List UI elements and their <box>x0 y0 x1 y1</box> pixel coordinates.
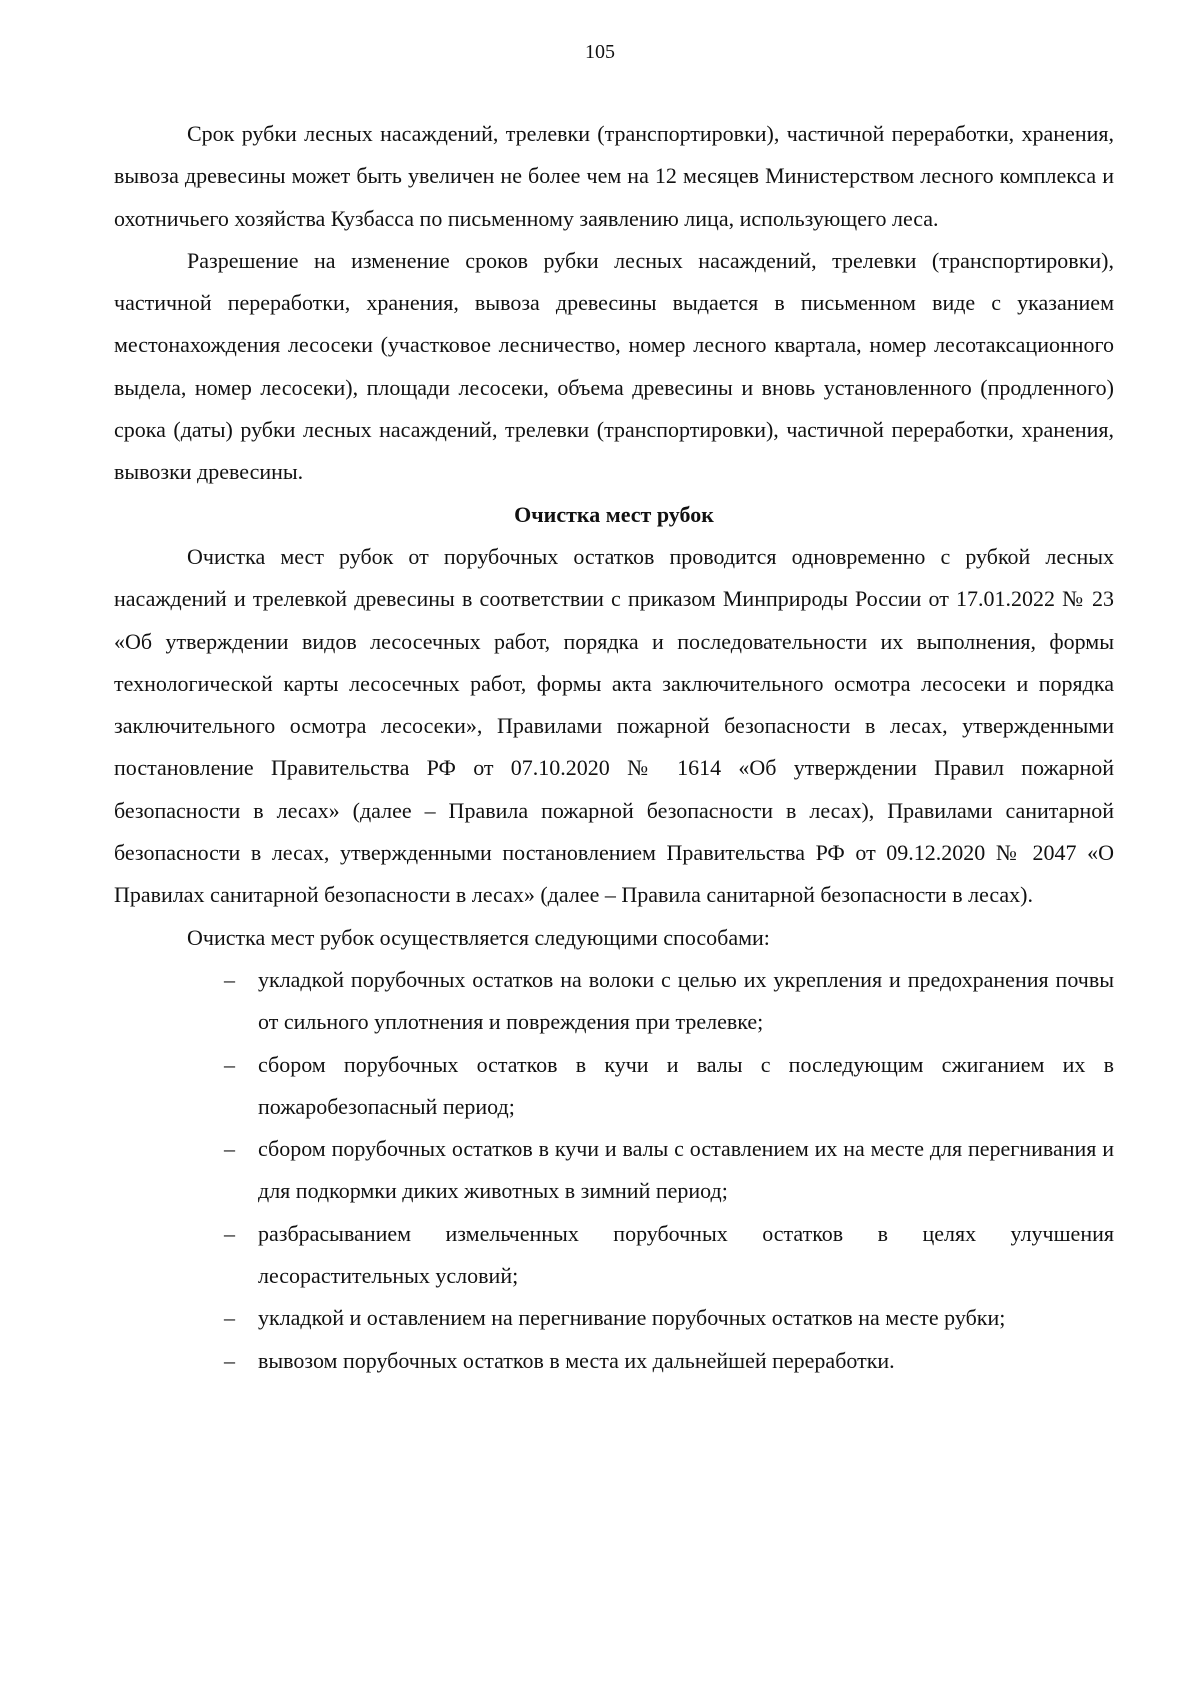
list-item <box>114 1213 1114 1298</box>
paragraph-cleaning-methods-intro: Очистка мест рубок осуществляется следующими способами: <box>187 924 770 950</box>
list-item <box>114 1297 1114 1339</box>
list-item <box>114 1044 1114 1129</box>
list-item-text: вывозом порубочных остатков в места их дальнейшей переработки. <box>258 1347 895 1373</box>
section-heading: Очистка мест рубок <box>514 501 714 527</box>
list-item <box>114 1340 1114 1382</box>
paragraph-cleaning-rules: Очистка мест рубок от порубочных остатков проводится одновременно с рубкой лесных насаждений и трелевкой древесины в соответствии с приказом Минприроды России от 17.01.2022 № 23 «Об утверждении видов лесосечных работ, порядка и последовательности их выполнения, формы технологической карты лесосечных работ, формы акта заключительного осмотра лесосеки и порядка заключительного осмотра лесосеки», Правилами пожарной безопасности в лесах, утвержденными постановление Правительства РФ от 07.10.2020 № 1614 «Об утверждении Правил пожарной безопасности в лесах» (далее – Правила пожарной безопасности в лесах), Правилами санитарной безопасности в лесах, утвержденными постановлением Правительства РФ от 09.12.2020 № 2047 «О Правилах санитарной безопасности в лесах» (далее – Правила санитарной безопасности в лесах). <box>114 543 1114 908</box>
list-dash: – <box>224 1347 235 1373</box>
paragraph-permission: Разрешение на изменение сроков рубки лесных насаждений, трелевки (транспортировки), частичной переработки, хранения, вывоза древесины выдается в письменном виде с указанием местонахождения лесосеки (участковое лесничество, номер лесного квартала, номер лесотаксационного выдела, номер лесосеки), площади лесосеки, объема древесины и вновь установленного (продленного) срока (даты) рубки лесных насаждений, трелевки (транспортировки), частичной переработки, хранения, вывозки древесины. <box>114 247 1114 485</box>
list-dash: – <box>224 966 235 992</box>
list-dash: – <box>224 1136 235 1162</box>
list-item-text: сбором порубочных остатков в кучи и валы с последующим сжиганием их в пожаробезопасный период; <box>258 1051 1114 1119</box>
list-dash: – <box>224 1305 235 1331</box>
list-item-text: сбором порубочных остатков в кучи и валы с оставлением их на месте для перегнивания и для подкормки диких животных в зимний период; <box>258 1136 1114 1204</box>
page-number: 105 <box>585 41 615 63</box>
list-dash: – <box>224 1220 235 1246</box>
document-body <box>114 113 1114 1382</box>
list-item <box>114 959 1114 1044</box>
list-item <box>114 1128 1114 1213</box>
list-item-text: укладкой порубочных остатков на волоки с целью их укрепления и предохранения почвы от сильного уплотнения и повреждения при трелевке; <box>258 966 1114 1035</box>
cleaning-methods-list <box>114 959 1114 1382</box>
paragraph-term-extension: Срок рубки лесных насаждений, трелевки (транспортировки), частичной переработки, хранения, вывоза древесины может быть увеличен не более чем на 12 месяцев Министерством лесного комплекса и охотничьего хозяйства Кузбасса по письменному заявлению лица, использующего леса. <box>114 121 1114 231</box>
list-item-text: разбрасыванием измельченных порубочных остатков в целях улучшения лесорастительных условий; <box>258 1220 1114 1289</box>
list-dash: – <box>224 1051 235 1077</box>
list-item-text: укладкой и оставлением на перегнивание порубочных остатков на месте рубки; <box>258 1305 1006 1331</box>
